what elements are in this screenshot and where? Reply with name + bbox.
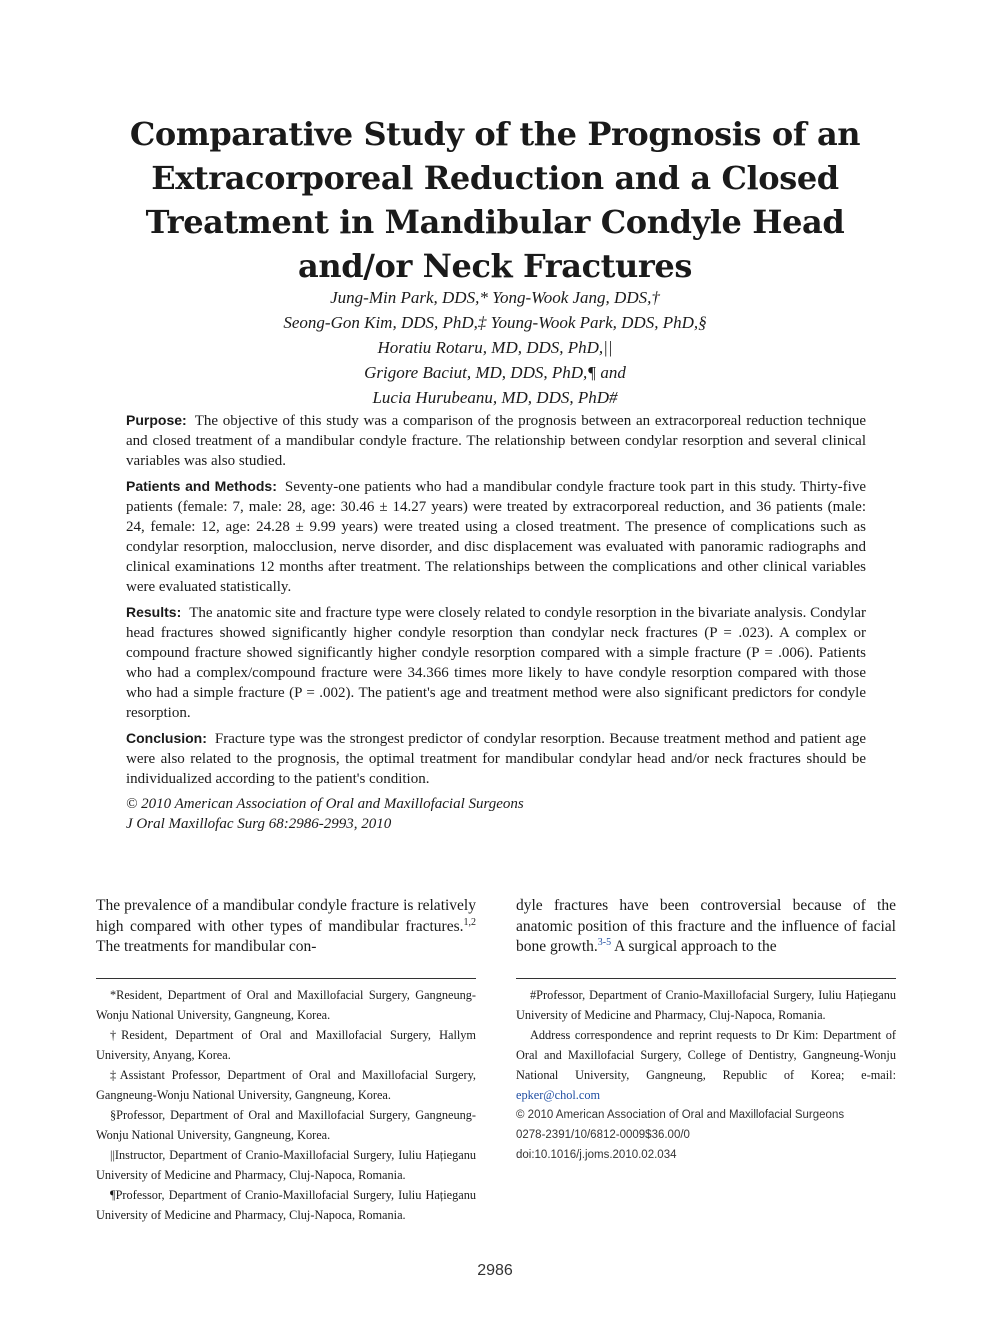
abstract-results: [126, 602, 866, 723]
body-text: dyle fractures have been controversial because of the anatomic position of this fracture and the influence of facial bone growth.: [516, 897, 896, 955]
conclusion-text: Fracture type was the strongest predictor of condylar resorption. Because treatment method and patient age were also related to the prognosis, the optimal treatment for mandibular condylar head and/or neck fractures should be individualized according to the patient's condition.: [126, 731, 866, 787]
doi-line[interactable]: doi:10.1016/j.joms.2010.02.034: [516, 1149, 677, 1161]
footnote-divider: [516, 978, 896, 979]
purpose-text: The objective of this study was a comparison of the prognosis between an extracorporeal reduction technique and closed treatment of a mandibular condyle fracture. The relationship between condylar resorption and several clinical variables was also studied.: [126, 413, 866, 469]
page-number: 2986: [477, 1262, 513, 1279]
author-line: Seong-Gon Kim, DDS, PhD,‡ Young-Wook Park, DDS, PhD,§: [283, 313, 707, 332]
footnote-divider: [96, 978, 476, 979]
body-text: A surgical approach to the: [611, 938, 777, 955]
author-list: [150, 285, 840, 410]
abstract-copyright: © 2010 American Association of Oral and Maxillofacial Surgeons: [126, 796, 524, 812]
citation-ref[interactable]: 1,2: [463, 916, 476, 928]
title-line: and/or Neck Fractures: [298, 247, 692, 285]
footnotes-right: [516, 985, 896, 1165]
footnote: ¶Professor, Department of Cranio-Maxillofacial Surgery, Iuliu Hațieganu University of Medicine and Pharmacy, Cluj-Napoca, Romania.: [96, 1188, 476, 1222]
conclusion-label: Conclusion:: [126, 730, 207, 746]
body-column-right: [516, 896, 896, 958]
footnote-copyright: © 2010 American Association of Oral and Maxillofacial Surgeons: [516, 1109, 845, 1121]
title-line: Extracorporeal Reduction and a Closed: [151, 159, 839, 197]
body-text: The treatments for mandibular con-: [96, 938, 317, 955]
body-text: The prevalence of a mandibular condyle fracture is relatively high compared with other types of mandibular fractures.: [96, 897, 476, 935]
purpose-label: Purpose:: [126, 412, 187, 428]
footnote: *Resident, Department of Oral and Maxillofacial Surgery, Gangneung-Wonju National University, Gangneung, Korea.: [96, 988, 476, 1022]
author-line: Horatiu Rotaru, MD, DDS, PhD,||: [377, 338, 613, 357]
footnote: †Resident, Department of Oral and Maxillofacial Surgery, Hallym University, Anyang, Korea.: [96, 1028, 476, 1062]
results-label: Results:: [126, 604, 182, 620]
correspondence-address: Address correspondence and reprint requests to Dr Kim: Department of Oral and Maxillofacial Surgery, College of Dentistry, Gangneung-Wonju National University, Gangneung, Republic of Korea; e-mail:: [516, 1028, 896, 1082]
footnote: ||Instructor, Department of Cranio-Maxillofacial Surgery, Iuliu Hațieganu University of Medicine and Pharmacy, Cluj-Napoca, Romania.: [96, 1148, 476, 1182]
author-line: Jung-Min Park, DDS,* Yong-Wook Jang, DDS,†: [330, 288, 660, 307]
abstract-purpose: [126, 410, 866, 471]
correspondence-note: [516, 1025, 896, 1105]
footnote: §Professor, Department of Oral and Maxillofacial Surgery, Gangneung-Wonju National University, Gangneung, Korea.: [96, 1108, 476, 1142]
author-line: Lucia Hurubeanu, MD, DDS, PhD#: [372, 388, 618, 407]
title-line: Comparative Study of the Prognosis of an: [129, 115, 861, 153]
title-line: Treatment in Mandibular Condyle Head: [145, 203, 845, 241]
issn-line: 0278-2391/10/6812-0009$36.00/0: [516, 1129, 690, 1141]
results-text: The anatomic site and fracture type were closely related to condyle resorption in the bivariate analysis. Condylar head fractures showed significantly higher condyle resorption than condylar neck fractures (P = .023). A complex or compound fracture showed significantly higher condyle resorption compared with a simple fracture (P = .006). Patients who had a complex/compound fracture were 34.366 times more likely to have condyle resorption compared with those who had a simple fracture (P = .002). The patient's age and treatment method were also significant predictors for condyle resorption.: [126, 605, 866, 721]
article-title: [100, 112, 890, 288]
journal-citation: J Oral Maxillofac Surg 68:2986-2993, 2010: [126, 816, 392, 832]
footnote: ‡Assistant Professor, Department of Oral and Maxillofacial Surgery, Gangneung-Wonju National University, Gangneung, Korea.: [96, 1068, 476, 1102]
footnote: #Professor, Department of Cranio-Maxillofacial Surgery, Iuliu Hațieganu University of Medicine and Pharmacy, Cluj-Napoca, Romania.: [516, 988, 896, 1022]
abstract-methods: [126, 476, 866, 597]
methods-label: Patients and Methods:: [126, 478, 277, 494]
body-column-left: [96, 896, 476, 958]
methods-text: Seventy-one patients who had a mandibular condyle fracture took part in this study. Thirty-five patients (female: 7, male: 28, age: 30.46 ± 14.27 years) were treated by extracorporeal reduction, and 36 patients (male: 24, female: 12, age: 24.28 ± 9.99 years) were treated using a closed treatment. The presence of complications such as condylar resorption, malocclusion, nerve disorder, and disc displacement was evaluated with panoramic radiographs and clinical examinations 12 months after treatment. The relationships between the complications and other clinical variables were evaluated statistically.: [126, 479, 866, 595]
citation-ref[interactable]: 3-5: [597, 936, 612, 948]
footnotes-left: [96, 985, 476, 1225]
email-link[interactable]: epker@chol.com: [516, 1088, 601, 1102]
abstract-conclusion: [126, 728, 866, 789]
abstract: [126, 410, 866, 834]
author-line: Grigore Baciut, MD, DDS, PhD,¶ and: [364, 363, 626, 382]
